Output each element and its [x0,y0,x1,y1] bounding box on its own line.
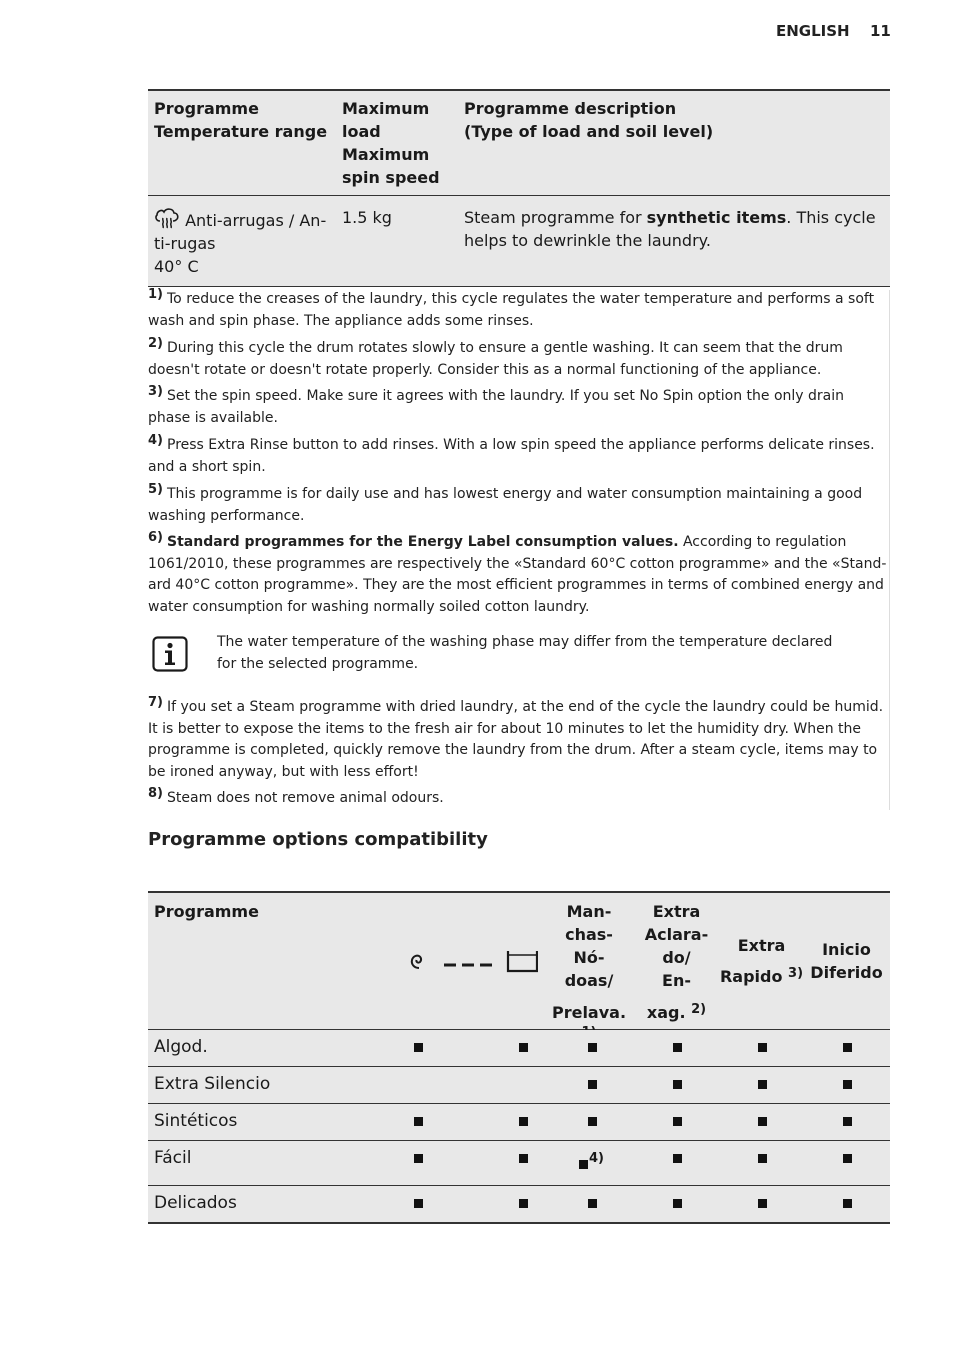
compat-mark [414,1199,423,1208]
compat-mark [758,1043,767,1052]
footnote-6: $^{6)}$ Standard programmes for the Energy Label consumption values. According to regulation 1061/2010, these programmes are respectively the «Standard 60°C cotton programme» and the «Stand- ard 40°C cotton programme». They are the most efficient programmes in terms of combined energy and water consumption for washing normally soiled cotton laundry. [148,530,887,615]
programme-row [148,196,890,287]
compat-mark [758,1117,767,1126]
footnote-3: $^{3)}$ Set the spin speed. Make sure it agrees with the laundry. If you set No Spin option the only drain phase is available. [148,384,844,426]
compat-mark [843,1154,852,1163]
compat-mark [673,1080,682,1089]
compat-mark [519,1117,528,1126]
compat-mark [588,1199,597,1208]
programme-load: 1.5 kg [342,208,392,227]
rinse-hold-icon [442,948,538,974]
compat-mark [758,1154,767,1163]
footnote-1: $^{1)}$ To reduce the creases of the laundry, this cycle regulates the water temperature and performs a soft wash and spin phase. The appliance adds some rinses. [148,287,875,329]
programme-name: Anti-arrugas / An- ti-rugas 40° C [154,206,326,278]
footnote-2: $^{2)}$ During this cycle the drum rotates slowly to ensure a gentle washing. It can seem that the drum doesn't rotate or doesn't rotate properly. Consider this as a normal functioning of the appliance. [148,336,843,378]
compat-mark [758,1199,767,1208]
footnote-4: $^{4)}$ Press Extra Rinse button to add rinses. With a low spin speed the appliance performs delicate rinses. and a short spin. [148,433,875,475]
info-note: The water temperature of the washing phase may differ from the temperature declared for the selected programme. [217,634,833,672]
spin-icon [407,949,431,973]
section-title: Programme options compatibility [148,829,488,850]
compat-mark [588,1117,597,1126]
compat-mark [843,1080,852,1089]
programme-temperature: 40° C [154,257,199,276]
compat-mark [843,1199,852,1208]
row-programme-name: Algod. [154,1037,208,1057]
compat-mark [588,1080,597,1089]
compat-mark [519,1043,528,1052]
table-row [148,1030,890,1067]
info-icon [152,636,188,672]
row-programme-name: Fácil [154,1148,192,1168]
header-manchas: Man- chas- Nó- doas/ Prelava. [551,902,627,1022]
compat-mark [843,1043,852,1052]
header-extra-rapido: Extra Rapido $^{3)}$ [719,936,804,986]
header-programme: Programme Temperature range [154,99,328,141]
header-inicio-diferido: Inicio Diferido [810,940,883,982]
compat-mark [673,1199,682,1208]
compat-mark [673,1117,682,1126]
table-row [148,1104,890,1141]
compat-mark [519,1154,528,1163]
footnote-5: $^{5)}$ This programme is for daily use and has lowest energy and water consumption maintaining a good washing performance. [148,482,863,524]
row-programme-name: Sintéticos [154,1111,238,1131]
compat-mark [843,1117,852,1126]
page-number: 11 [870,22,891,40]
compat-mark [673,1154,682,1163]
programme-table-header [148,89,890,196]
row-programme-name: Extra Silencio [154,1074,271,1094]
compat-mark [758,1080,767,1089]
compat-mark [414,1043,423,1052]
footnote-7: $^{7)}$ If you set a Steam programme with dried laundry, at the end of the cycle the laundry could be humid. It is better to expose the items to the fresh air for about 10 minutes to let the humidity dry. When the programme is completed, quickly remove the laundry from the drum. After a steam cycle, items may to be ironed anyway, but with less effort! [148,695,884,780]
compat-mark [673,1043,682,1052]
footnote-8: $^{8)}$ Steam does not remove animal odours. [148,786,444,806]
table-row [148,1141,890,1186]
header-load: Maximum load Maximum spin speed [342,99,440,187]
header-extra-aclarado: Extra Aclara- do/ En- xag. $^{2)}$ [644,902,709,1022]
compat-table-header [148,891,890,1030]
compat-mark [588,1043,597,1052]
row-programme-name: Delicados [154,1193,237,1213]
table-row [148,1186,890,1224]
compat-mark [414,1117,423,1126]
steam-icon [154,206,180,230]
programme-table [148,89,890,287]
table-row [148,1067,890,1104]
header-description: Programme description (Type of load and soil level) [464,99,714,141]
compat-table-body [148,1030,890,1224]
compat-mark [519,1199,528,1208]
header-language: ENGLISH [776,22,850,40]
compat-table [148,891,890,1224]
compat-mark-note: 4) [589,1151,604,1166]
header-programme: Programme [154,902,259,921]
compat-mark [414,1154,423,1163]
compat-mark [579,1160,588,1169]
programme-description: Steam programme for synthetic items. This cycle helps to dewrinkle the laundry. [464,208,876,250]
